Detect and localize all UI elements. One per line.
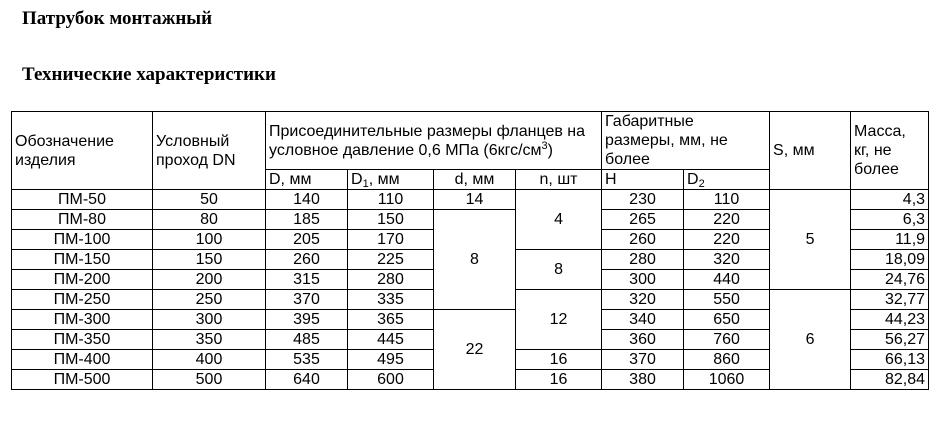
cell-D: 185	[266, 210, 348, 230]
cell-H: 380	[602, 370, 684, 390]
cell-dn: 150	[153, 250, 266, 270]
cell-n: 4	[516, 190, 602, 250]
cell-D2: 320	[684, 250, 770, 270]
cell-D: 205	[266, 230, 348, 250]
cell-n: 8	[516, 250, 602, 290]
cell-mass: 4,3	[851, 190, 929, 210]
cell-d: 14	[434, 190, 516, 210]
cell-D2: 110	[684, 190, 770, 210]
cell-H: 280	[602, 250, 684, 270]
header-connection-end: )	[547, 141, 553, 159]
cell-mass: 44,23	[851, 310, 929, 330]
cell-n: 12	[516, 290, 602, 350]
cell-D1: 225	[348, 250, 434, 270]
cell-D1: 280	[348, 270, 434, 290]
cell-H: 340	[602, 310, 684, 330]
cell-d: 22	[434, 310, 516, 390]
header-connection-sup: 3	[541, 139, 548, 152]
cell-name: ПМ-150	[12, 250, 153, 270]
subheader-D1-rest: , мм	[368, 171, 400, 188]
cell-name: ПМ-50	[12, 190, 153, 210]
cell-name: ПМ-250	[12, 290, 153, 310]
header-connection-dimensions	[266, 112, 602, 170]
header-overall-dimensions: Габаритные размеры, мм, не более	[602, 112, 770, 170]
cell-H: 360	[602, 330, 684, 350]
cell-D: 140	[266, 190, 348, 210]
header-connection-text: Присоединительные размеры фланцев на условное давление 0,6 МПа (6кгс/см	[269, 122, 586, 159]
subheader-D2-sub: 2	[698, 178, 705, 190]
cell-mass: 32,77	[851, 290, 929, 310]
cell-D: 395	[266, 310, 348, 330]
cell-D1: 600	[348, 370, 434, 390]
subheader-D1-base: D	[351, 171, 363, 188]
subheader-H: H	[602, 170, 684, 190]
cell-mass: 56,27	[851, 330, 929, 350]
cell-D1: 335	[348, 290, 434, 310]
table-row	[12, 190, 929, 210]
cell-D2: 860	[684, 350, 770, 370]
cell-mass: 6,3	[851, 210, 929, 230]
cell-H: 260	[602, 230, 684, 250]
cell-s: 6	[770, 290, 851, 390]
cell-name: ПМ-100	[12, 230, 153, 250]
cell-mass: 24,76	[851, 270, 929, 290]
cell-D2: 220	[684, 210, 770, 230]
subheader-D1	[348, 170, 434, 190]
header-row	[12, 112, 929, 170]
cell-dn: 350	[153, 330, 266, 350]
cell-H: 370	[602, 350, 684, 370]
cell-H: 265	[602, 210, 684, 230]
cell-n: 16	[516, 370, 602, 390]
cell-D: 640	[266, 370, 348, 390]
cell-dn: 80	[153, 210, 266, 230]
cell-D2: 550	[684, 290, 770, 310]
cell-name: ПМ-300	[12, 310, 153, 330]
cell-D1: 365	[348, 310, 434, 330]
cell-dn: 50	[153, 190, 266, 210]
subheader-d: d, мм	[434, 170, 516, 190]
subheader-D2-base: D	[687, 171, 699, 188]
cell-dn: 400	[153, 350, 266, 370]
header-nominal-bore: Условный проход DN	[153, 112, 266, 190]
subheader-n: n, шт	[516, 170, 602, 190]
cell-H: 230	[602, 190, 684, 210]
cell-dn: 500	[153, 370, 266, 390]
subheader-D2	[684, 170, 770, 190]
cell-D2: 760	[684, 330, 770, 350]
cell-d: 8	[434, 210, 516, 310]
cell-name: ПМ-80	[12, 210, 153, 230]
header-mass: Масса, кг, не более	[851, 112, 929, 190]
cell-D: 315	[266, 270, 348, 290]
cell-H: 300	[602, 270, 684, 290]
cell-mass: 66,13	[851, 350, 929, 370]
cell-s: 5	[770, 190, 851, 290]
cell-mass: 11,9	[851, 230, 929, 250]
cell-dn: 100	[153, 230, 266, 250]
header-s: S, мм	[770, 112, 851, 190]
cell-D: 485	[266, 330, 348, 350]
cell-name: ПМ-200	[12, 270, 153, 290]
cell-mass: 18,09	[851, 250, 929, 270]
cell-H: 320	[602, 290, 684, 310]
page-title: Патрубок монтажный	[22, 8, 213, 29]
subheader-D: D, мм	[266, 170, 348, 190]
header-designation: Обозначение изделия	[12, 112, 153, 190]
cell-mass: 82,84	[851, 370, 929, 390]
cell-D: 535	[266, 350, 348, 370]
section-title: Технические характеристики	[22, 64, 276, 85]
cell-D1: 170	[348, 230, 434, 250]
cell-D2: 650	[684, 310, 770, 330]
cell-D1: 495	[348, 350, 434, 370]
cell-dn: 200	[153, 270, 266, 290]
cell-name: ПМ-350	[12, 330, 153, 350]
subheader-D1-sub: 1	[362, 178, 369, 190]
cell-dn: 250	[153, 290, 266, 310]
cell-D: 260	[266, 250, 348, 270]
cell-dn: 300	[153, 310, 266, 330]
cell-name: ПМ-500	[12, 370, 153, 390]
cell-D2: 1060	[684, 370, 770, 390]
cell-D2: 220	[684, 230, 770, 250]
cell-D1: 445	[348, 330, 434, 350]
cell-name: ПМ-400	[12, 350, 153, 370]
cell-n: 16	[516, 350, 602, 370]
specifications-table	[11, 111, 929, 390]
cell-D1: 110	[348, 190, 434, 210]
cell-D: 370	[266, 290, 348, 310]
cell-D1: 150	[348, 210, 434, 230]
cell-D2: 440	[684, 270, 770, 290]
